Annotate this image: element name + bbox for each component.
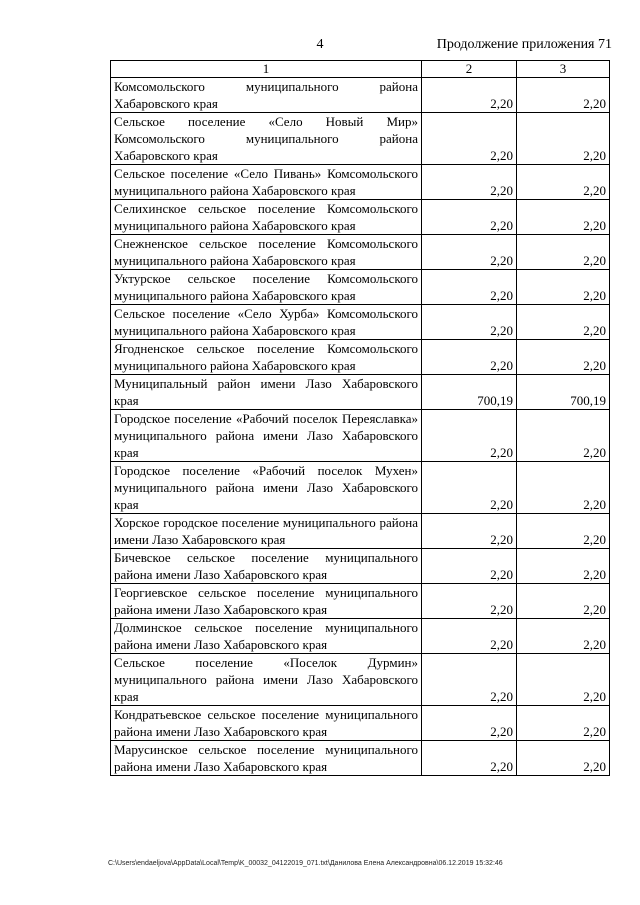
municipality-name-cell: Сельское поселение «Село Хурба» Комсомольского муниципального района Хабаровского края: [111, 305, 422, 340]
value-column-3-cell: 2,20: [517, 584, 610, 619]
municipality-name-cell: Марусинское сельское поселение муниципального района имени Лазо Хабаровского края: [111, 741, 422, 776]
table-row: [111, 619, 610, 654]
table-row: [111, 410, 610, 462]
municipality-name-cell: Уктурское сельское поселение Комсомольского муниципального района Хабаровского края: [111, 270, 422, 305]
column-header-3: 3: [517, 61, 610, 78]
municipality-name-cell: Городское поселение «Рабочий поселок Переяславка» муниципального района имени Лазо Хабаровского края: [111, 410, 422, 462]
table-row: [111, 340, 610, 375]
value-column-3-cell: 2,20: [517, 270, 610, 305]
municipality-name-cell: Долминское сельское поселение муниципального района имени Лазо Хабаровского края: [111, 619, 422, 654]
municipality-name-cell: Хорское городское поселение муниципального района имени Лазо Хабаровского края: [111, 514, 422, 549]
value-column-3-cell: 2,20: [517, 340, 610, 375]
table-row: [111, 706, 610, 741]
value-column-2-cell: 2,20: [422, 584, 517, 619]
municipality-name-cell: Георгиевское сельское поселение муниципального района имени Лазо Хабаровского края: [111, 584, 422, 619]
table-row: [111, 78, 610, 113]
table-row: [111, 462, 610, 514]
table-row: [111, 113, 610, 165]
value-column-2-cell: 2,20: [422, 410, 517, 462]
table-row: [111, 235, 610, 270]
value-column-2-cell: 2,20: [422, 741, 517, 776]
table-row: [111, 200, 610, 235]
municipality-name-cell: Комсомольского муниципального района Хабаровского края: [111, 78, 422, 113]
value-column-2-cell: 2,20: [422, 514, 517, 549]
table-row: [111, 741, 610, 776]
value-column-3-cell: 2,20: [517, 305, 610, 340]
table-header-row: [111, 61, 610, 78]
page-number: 4: [316, 37, 324, 52]
municipality-name-cell: Сельское поселение «Село Пивань» Комсомольского муниципального района Хабаровского края: [111, 165, 422, 200]
municipality-name-cell: Ягодненское сельское поселение Комсомольского муниципального района Хабаровского края: [111, 340, 422, 375]
value-column-2-cell: 2,20: [422, 113, 517, 165]
table-row: [111, 654, 610, 706]
municipality-name-cell: Муниципальный район имени Лазо Хабаровского края: [111, 375, 422, 410]
municipality-name-cell: Бичевское сельское поселение муниципального района имени Лазо Хабаровского края: [111, 549, 422, 584]
municipality-name-cell: Снежненское сельское поселение Комсомольского муниципального района Хабаровского края: [111, 235, 422, 270]
value-column-3-cell: 2,20: [517, 113, 610, 165]
value-column-3-cell: 2,20: [517, 410, 610, 462]
value-column-3-cell: 2,20: [517, 165, 610, 200]
value-column-3-cell: 2,20: [517, 741, 610, 776]
value-column-2-cell: 2,20: [422, 78, 517, 113]
value-column-2-cell: 2,20: [422, 235, 517, 270]
value-column-3-cell: 2,20: [517, 78, 610, 113]
municipality-name-cell: Селихинское сельское поселение Комсомольского муниципального района Хабаровского края: [111, 200, 422, 235]
municipality-name-cell: Кондратьевское сельское поселение муниципального района имени Лазо Хабаровского края: [111, 706, 422, 741]
value-column-2-cell: 2,20: [422, 549, 517, 584]
value-column-3-cell: 2,20: [517, 549, 610, 584]
table-row: [111, 270, 610, 305]
table-row: [111, 305, 610, 340]
file-path-footer: C:\Users\endaeljova\AppData\Local\Temp\K_00032_04122019_071.txt\Данилова Елена Александровна\06.12.2019 15:32:46: [108, 860, 503, 867]
value-column-2-cell: 2,20: [422, 619, 517, 654]
budget-table: [110, 60, 610, 776]
value-column-2-cell: 2,20: [422, 462, 517, 514]
municipality-name-cell: Сельское поселение «Село Новый Мир» Комсомольского муниципального района Хабаровского края: [111, 113, 422, 165]
value-column-2-cell: 2,20: [422, 340, 517, 375]
value-column-3-cell: 2,20: [517, 235, 610, 270]
appendix-continuation-label: Продолжение приложения 71: [436, 37, 612, 52]
table-row: [111, 584, 610, 619]
table-row: [111, 375, 610, 410]
table-row: [111, 549, 610, 584]
value-column-2-cell: 2,20: [422, 200, 517, 235]
value-column-3-cell: 2,20: [517, 462, 610, 514]
table-row: [111, 165, 610, 200]
column-header-2: 2: [422, 61, 517, 78]
value-column-3-cell: 2,20: [517, 514, 610, 549]
value-column-3-cell: 2,20: [517, 654, 610, 706]
value-column-3-cell: 2,20: [517, 619, 610, 654]
value-column-3-cell: 2,20: [517, 706, 610, 741]
value-column-2-cell: 2,20: [422, 305, 517, 340]
value-column-2-cell: 700,19: [422, 375, 517, 410]
table-row: [111, 514, 610, 549]
value-column-2-cell: 2,20: [422, 165, 517, 200]
value-column-3-cell: 2,20: [517, 200, 610, 235]
municipality-name-cell: Сельское поселение «Поселок Дурмин» муниципального района имени Лазо Хабаровского края: [111, 654, 422, 706]
column-header-1: 1: [111, 61, 422, 78]
value-column-2-cell: 2,20: [422, 654, 517, 706]
municipality-name-cell: Городское поселение «Рабочий поселок Мухен» муниципального района имени Лазо Хабаровского края: [111, 462, 422, 514]
value-column-2-cell: 2,20: [422, 706, 517, 741]
value-column-3-cell: 700,19: [517, 375, 610, 410]
value-column-2-cell: 2,20: [422, 270, 517, 305]
